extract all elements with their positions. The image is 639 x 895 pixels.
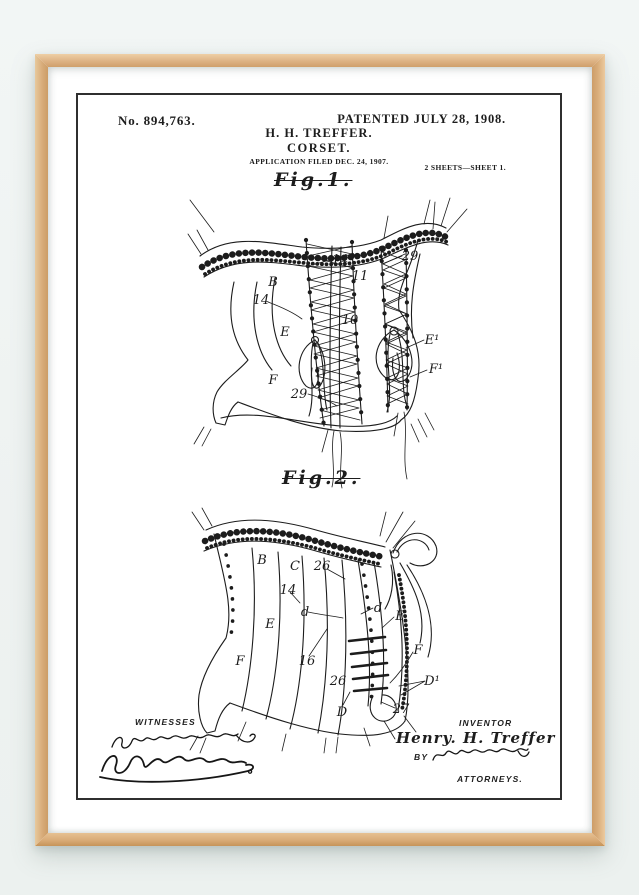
ref-label: 26 [329,674,347,689]
ref-label: 10 [341,313,359,328]
ref-label: D [336,705,348,720]
frame-right-rail [592,54,605,846]
ref-label: F [235,654,245,669]
ref-label: F [413,643,423,658]
ref-label: 16 [298,654,316,669]
matte [48,67,592,833]
ref-label: 29 [401,249,419,264]
fig2-front-busk [349,560,407,721]
attorney-signature [430,743,530,769]
fig1-lace-trim [188,198,467,277]
ref-label: F [268,373,278,388]
ref-label: 27 [392,702,410,717]
ref-label: E [280,325,290,340]
inventor-label: INVENTOR [459,718,513,728]
patent-number: No. 894,763. [118,113,196,128]
figure2-drawing [186,490,486,740]
ref-label: d [300,605,310,620]
ref-label: 14 [252,293,270,308]
ref-label: B [257,553,267,568]
figure1-drawing [184,190,474,490]
ref-label: 11 [351,269,369,284]
ref-label: E [265,617,275,632]
frame-bottom-rail [35,833,605,846]
patent-date: PATENTED JULY 28, 1908. [337,112,506,126]
application-line: APPLICATION FILED DEC. 24, 1907. [249,157,389,166]
patent-sheet [76,93,562,800]
inventor-name: Henry. H. Treffer [396,729,556,747]
attorneys-label: ATTORNEYS. [457,774,523,784]
ref-label: C [290,559,300,574]
sheet-info: 2 SHEETS—SHEET 1. [424,163,506,172]
ref-label: E [395,609,405,624]
ref-label: D¹ [424,674,440,689]
ref-label: F¹ [428,362,444,377]
fig2-bow [385,533,437,657]
ref-label: E¹ [424,333,440,348]
fig2-reference-labels [234,553,439,720]
fig2-lace-trim [192,508,415,567]
ref-label: 14 [279,583,297,598]
ref-label: 14 [331,253,349,268]
ref-label: d [373,601,383,616]
frame-top-rail [35,54,605,67]
ref-label: 29 [290,387,308,402]
figure1-caption: Fig.1. [274,169,353,191]
patent-title: CORSET. [286,141,352,155]
ref-label: B [268,275,278,290]
witness-signature-2 [96,745,266,781]
frame-left-rail [35,54,48,846]
by-label: BY [414,752,429,762]
poster-frame [35,54,605,846]
fig1-reference-labels [253,249,443,402]
ref-label: 26 [313,559,331,574]
witnesses-label: WITNESSES [135,717,196,727]
figure2-caption: Fig.2. [282,467,361,489]
inventor-header: H. H. TREFFER. [265,126,373,140]
